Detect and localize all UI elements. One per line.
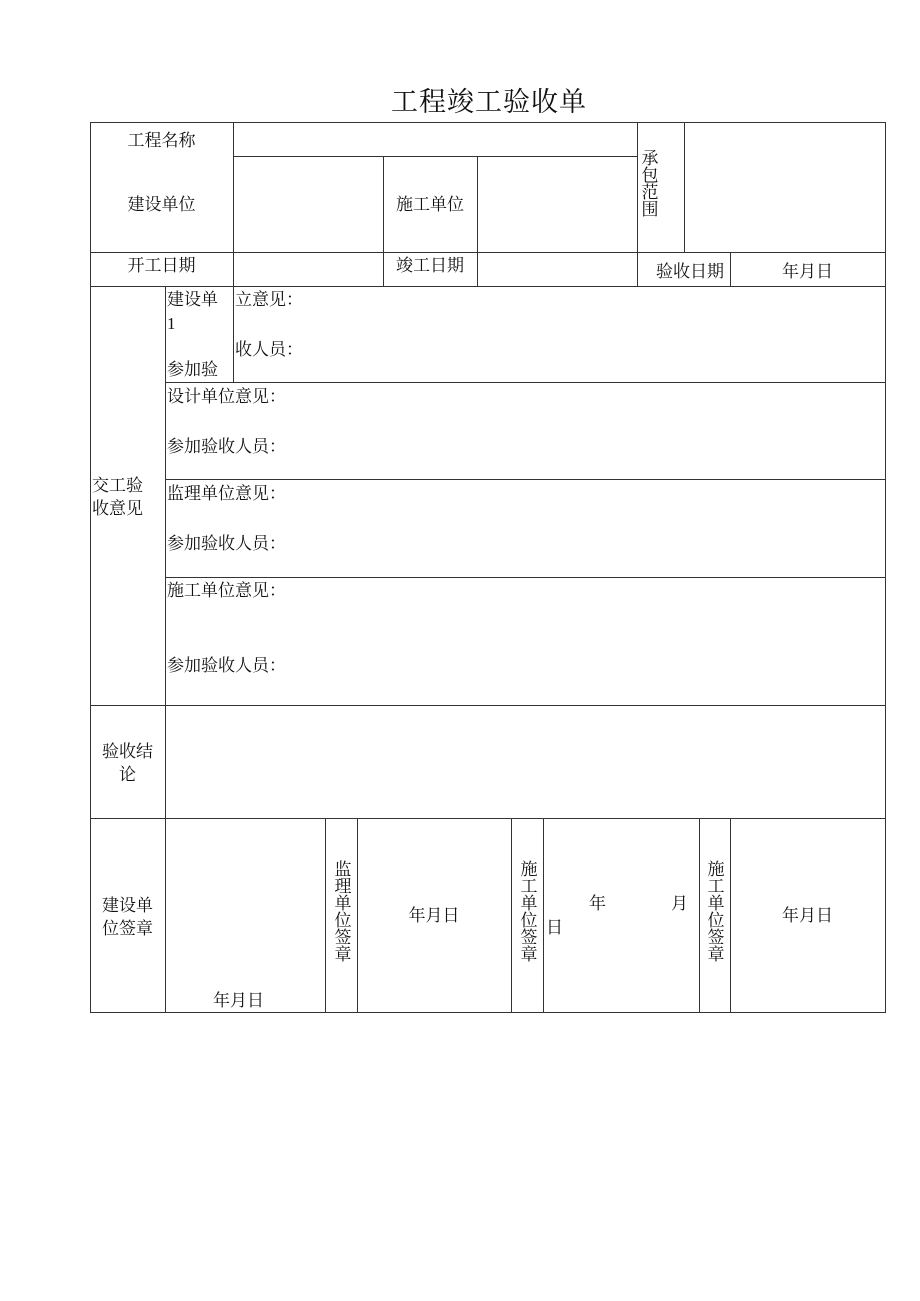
builder-signature-date-month: 月 [671,894,688,914]
builder-unit-label: 施工单位 [396,195,464,215]
construction-signature-label: 建设单 位签章 [102,896,153,939]
opinions-section-label: 交工验 收意见 [92,476,143,519]
design-opinion-label: 设计单位意见： [167,387,286,407]
builder-signature-date-day: 日 [546,918,563,938]
builder2-signature-date: 年月日 [782,906,833,926]
column-divider [233,122,234,287]
column-divider [543,818,544,1013]
row-divider [165,479,886,480]
project-name-label: 工程名称 [127,131,196,151]
conclusion-label: 验收结 论 [102,742,153,785]
row-divider [165,382,886,383]
column-divider [477,156,478,287]
row-divider [90,818,886,819]
column-divider [637,122,638,287]
row-divider [90,705,886,706]
builder-opinion-label: 施工单位意见： [167,581,286,601]
supervision-signature-label: 监理单位签章 [334,860,352,965]
contract-scope-label: 承包范围 [641,149,659,220]
row-divider [90,286,886,287]
column-divider [165,286,166,1013]
builder-participants-label: 参加验收人员： [167,656,286,676]
completion-date-label: 竣工日期 [396,256,464,276]
table-border-right [885,122,886,1013]
construction-opinion-fragment: 1 [167,314,176,333]
table-border-top [90,122,886,123]
column-divider [233,286,234,383]
supervision-participants-label: 参加验收人员： [167,534,286,554]
column-divider [325,818,326,1013]
column-divider [511,818,512,1013]
builder-signature-date-year: 年 [589,894,606,914]
construction-opinion-label: 立意见： [235,290,303,310]
table-border-bottom [90,1012,886,1013]
construction-opinion-fragment: 参加验 [167,360,218,380]
row-divider [165,577,886,578]
row-divider [233,156,637,157]
acceptance-date-value: 年月日 [782,262,833,282]
column-divider [684,122,685,253]
construction-participants-label: 收人员： [235,340,303,360]
builder-signature-label: 施工单位签章 [520,860,538,965]
page-title: 工程竣工验收单 [391,87,587,118]
row-divider [90,252,886,253]
construction-unit-label: 建设单位 [127,195,196,215]
supervision-opinion-label: 监理单位意见： [167,484,286,504]
construction-opinion-fragment: 建设单 [167,290,218,310]
column-divider [699,818,700,1013]
design-participants-label: 参加验收人员： [167,437,286,457]
acceptance-date-label: 验收日期 [656,262,724,282]
start-date-label: 开工日期 [127,256,196,276]
construction-signature-date: 年月日 [213,991,264,1011]
builder2-signature-label: 施工单位签章 [707,860,725,965]
supervision-signature-date: 年月日 [408,906,460,926]
